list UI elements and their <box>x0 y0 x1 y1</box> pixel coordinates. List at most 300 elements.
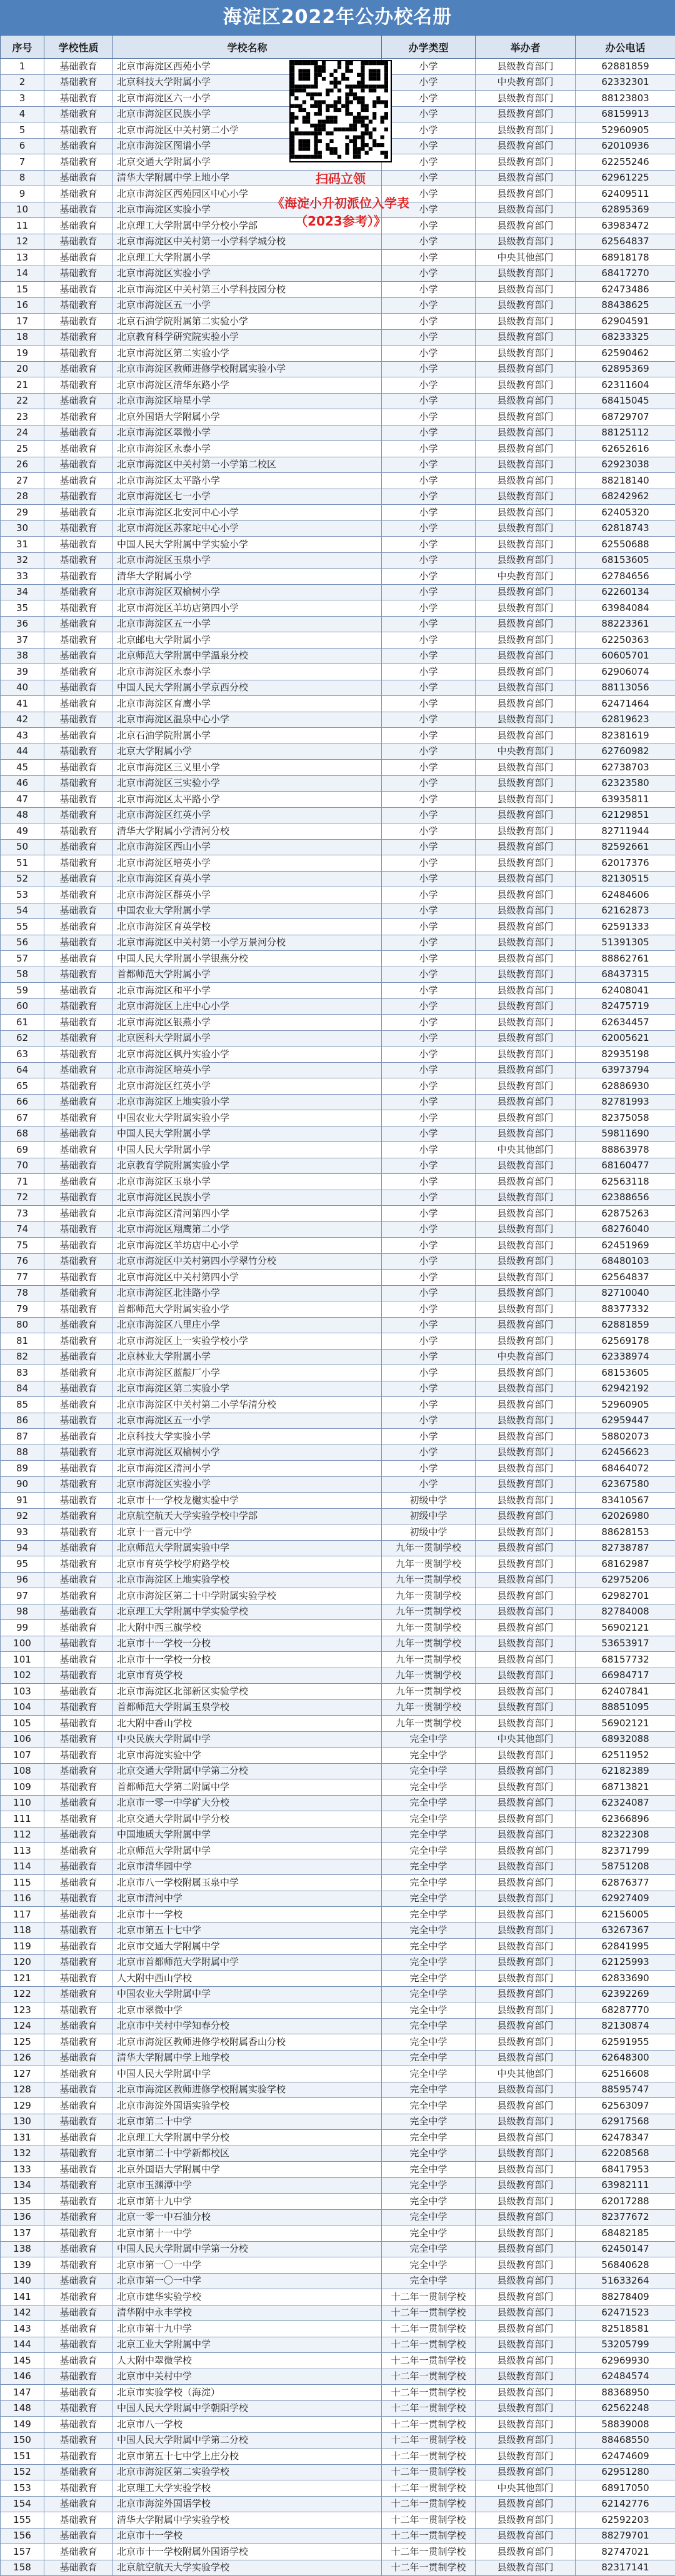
row-no: 2 <box>1 74 44 91</box>
row-organizer: 县级教育部门 <box>476 1221 576 1238</box>
row-no: 48 <box>1 807 44 823</box>
row-phone: 68480103 <box>576 1253 675 1270</box>
row-no: 55 <box>1 919 44 935</box>
row-school-name: 北京市八一学校 <box>113 2417 382 2433</box>
row-organizer: 县级教育部门 <box>476 552 576 569</box>
table-row <box>1 2257 675 2274</box>
table-row <box>1 2369 675 2385</box>
table-row <box>1 1030 675 1047</box>
table-row <box>1 1891 675 1907</box>
row-school-type: 小学 <box>382 569 476 585</box>
row-organizer: 县级教育部门 <box>476 218 576 234</box>
row-school-type: 小学 <box>382 1142 476 1158</box>
row-no: 12 <box>1 234 44 250</box>
row-phone: 62881859 <box>576 59 675 75</box>
row-school-name: 北京理工大学附属中学分校 <box>113 2130 382 2146</box>
table-row <box>1 2225 675 2242</box>
row-school-name: 北京市海淀区枫丹实验小学 <box>113 1047 382 1063</box>
row-no: 3 <box>1 91 44 107</box>
row-nature: 基础教育 <box>44 648 113 664</box>
row-no: 133 <box>1 2162 44 2178</box>
row-nature: 基础教育 <box>44 1954 113 1971</box>
row-phone: 88218140 <box>576 473 675 489</box>
table-row <box>1 1971 675 1987</box>
row-organizer: 县级教育部门 <box>476 1397 576 1413</box>
row-nature: 基础教育 <box>44 329 113 346</box>
row-no: 34 <box>1 584 44 600</box>
row-no: 105 <box>1 1716 44 1732</box>
row-school-name: 北京十一晋元中学 <box>113 1524 382 1541</box>
row-school-type: 小学 <box>382 855 476 872</box>
row-school-type: 小学 <box>382 473 476 489</box>
row-nature: 基础教育 <box>44 1986 113 2002</box>
row-phone: 62250363 <box>576 632 675 649</box>
row-organizer: 县级教育部门 <box>476 2194 576 2210</box>
row-school-name: 北京市海淀区八里庄小学 <box>113 1317 382 1333</box>
row-nature: 基础教育 <box>44 1381 113 1397</box>
table-row <box>1 1476 675 1493</box>
row-nature: 基础教育 <box>44 1476 113 1493</box>
table-row <box>1 1142 675 1158</box>
row-school-type: 小学 <box>382 632 476 649</box>
row-school-type: 小学 <box>382 1317 476 1333</box>
row-organizer: 县级教育部门 <box>476 2162 576 2178</box>
row-no: 20 <box>1 361 44 377</box>
row-school-type: 小学 <box>382 409 476 425</box>
row-organizer: 县级教育部门 <box>476 1795 576 1811</box>
row-nature: 基础教育 <box>44 1508 113 1524</box>
table-row <box>1 1699 675 1716</box>
row-phone: 88223361 <box>576 616 675 632</box>
row-no: 22 <box>1 393 44 409</box>
row-phone: 88438625 <box>576 297 675 314</box>
row-nature: 基础教育 <box>44 489 113 505</box>
row-organizer: 县级教育部门 <box>476 1238 576 1254</box>
row-school-name: 北京市海淀区太平路小学 <box>113 473 382 489</box>
row-school-name: 北京航空航天大学实验学校中学部 <box>113 1508 382 1524</box>
row-organizer: 县级教育部门 <box>476 696 576 712</box>
row-organizer: 县级教育部门 <box>476 409 576 425</box>
row-school-type: 完全中学 <box>382 1763 476 1779</box>
row-organizer: 县级教育部门 <box>476 1524 576 1541</box>
row-no: 28 <box>1 489 44 505</box>
row-no: 18 <box>1 329 44 346</box>
table-row <box>1 457 675 473</box>
row-school-type: 小学 <box>382 1349 476 1365</box>
row-school-type: 完全中学 <box>382 2241 476 2257</box>
row-nature: 基础教育 <box>44 154 113 171</box>
row-school-name: 北京市海淀区第二实验小学 <box>113 346 382 362</box>
row-nature: 基础教育 <box>44 696 113 712</box>
row-nature: 基础教育 <box>44 1317 113 1333</box>
table-row <box>1 2098 675 2114</box>
row-phone: 68417953 <box>576 2162 675 2178</box>
school-table <box>0 35 675 2576</box>
row-no: 95 <box>1 1556 44 1573</box>
table-row <box>1 2209 675 2225</box>
row-organizer: 县级教育部门 <box>476 1190 576 1206</box>
row-school-name: 北京邮电大学附属小学 <box>113 632 382 649</box>
row-school-type: 完全中学 <box>382 2114 476 2130</box>
row-nature: 基础教育 <box>44 297 113 314</box>
table-row <box>1 1015 675 1031</box>
row-phone: 62951280 <box>576 2464 675 2480</box>
row-phone: 88278409 <box>576 2289 675 2305</box>
row-school-name: 北京市海淀区培英小学 <box>113 1062 382 1078</box>
row-organizer: 县级教育部门 <box>476 1047 576 1063</box>
row-school-name: 人大附中西山学校 <box>113 1971 382 1987</box>
table-row <box>1 1206 675 1222</box>
row-school-name: 北京市海淀区五一小学 <box>113 297 382 314</box>
row-no: 129 <box>1 2098 44 2114</box>
row-nature: 基础教育 <box>44 552 113 569</box>
row-school-type: 小学 <box>382 648 476 664</box>
row-phone: 68287770 <box>576 2002 675 2019</box>
table-row <box>1 983 675 999</box>
row-phone: 62129851 <box>576 807 675 823</box>
row-school-name: 北京市海淀区中关村第一小学万景河分校 <box>113 935 382 951</box>
table-row <box>1 871 675 887</box>
row-organizer: 县级教育部门 <box>476 855 576 872</box>
table-row <box>1 2337 675 2353</box>
row-nature: 基础教育 <box>44 170 113 186</box>
row-phone: 88863978 <box>576 1142 675 1158</box>
row-school-name: 中国人民大学附属小学京西分校 <box>113 680 382 696</box>
table-row <box>1 998 675 1015</box>
row-school-type: 九年一贯制学校 <box>382 1699 476 1716</box>
row-school-type: 完全中学 <box>382 1859 476 1875</box>
row-nature: 基础教育 <box>44 1731 113 1748</box>
row-organizer: 县级教育部门 <box>476 792 576 808</box>
row-no: 11 <box>1 218 44 234</box>
row-school-type: 十二年一贯制学校 <box>382 2369 476 2385</box>
row-no: 81 <box>1 1333 44 1350</box>
row-school-type: 小学 <box>382 1397 476 1413</box>
row-school-name: 北京市第一〇一中学 <box>113 2273 382 2289</box>
row-phone: 88125112 <box>576 425 675 441</box>
row-nature: 基础教育 <box>44 1604 113 1620</box>
row-school-type: 小学 <box>382 1301 476 1318</box>
row-organizer: 县级教育部门 <box>476 2177 576 2194</box>
row-school-type: 小学 <box>382 616 476 632</box>
row-no: 10 <box>1 202 44 218</box>
table-row <box>1 1461 675 1477</box>
row-no: 106 <box>1 1731 44 1748</box>
row-organizer: 县级教育部门 <box>476 1620 576 1636</box>
row-school-type: 小学 <box>382 807 476 823</box>
row-school-name: 北京交通大学附属中学分校 <box>113 1811 382 1828</box>
row-nature: 基础教育 <box>44 457 113 473</box>
row-no: 85 <box>1 1397 44 1413</box>
row-no: 124 <box>1 2018 44 2034</box>
row-nature: 基础教育 <box>44 584 113 600</box>
row-school-type: 小学 <box>382 775 476 792</box>
row-school-name: 北京市十一学校 <box>113 1907 382 1923</box>
row-school-name: 北京交通大学附属中学第二分校 <box>113 1763 382 1779</box>
row-school-type: 小学 <box>382 712 476 728</box>
row-nature: 基础教育 <box>44 1875 113 1891</box>
row-phone: 62841995 <box>576 1939 675 1955</box>
row-school-name: 北京市海淀区西山小学 <box>113 839 382 855</box>
row-nature: 基础教育 <box>44 2098 113 2114</box>
row-nature: 基础教育 <box>44 1030 113 1047</box>
row-nature: 基础教育 <box>44 1636 113 1652</box>
row-school-name: 北京市海淀区上一实验学校小学 <box>113 1333 382 1350</box>
row-nature: 基础教育 <box>44 919 113 935</box>
row-phone: 62818743 <box>576 520 675 537</box>
table-row <box>1 2496 675 2512</box>
row-nature: 基础教育 <box>44 1827 113 1843</box>
row-no: 139 <box>1 2257 44 2274</box>
row-organizer: 县级教育部门 <box>476 2098 576 2114</box>
table-row <box>1 600 675 617</box>
row-school-type: 完全中学 <box>382 2002 476 2019</box>
row-phone: 82322308 <box>576 1827 675 1843</box>
row-nature: 基础教育 <box>44 346 113 362</box>
row-no: 147 <box>1 2385 44 2401</box>
row-phone: 82935198 <box>576 1047 675 1063</box>
table-row <box>1 855 675 872</box>
row-no: 43 <box>1 728 44 744</box>
row-phone: 82130515 <box>576 871 675 887</box>
row-phone: 62182389 <box>576 1763 675 1779</box>
table-row <box>1 377 675 394</box>
row-organizer: 县级教育部门 <box>476 1174 576 1190</box>
row-school-type: 小学 <box>382 537 476 553</box>
row-school-name: 北京市海淀区蓝靛厂小学 <box>113 1365 382 1381</box>
row-nature: 基础教育 <box>44 91 113 107</box>
row-school-name: 北京市海淀区清河第四小学 <box>113 1206 382 1222</box>
row-organizer: 县级教育部门 <box>476 1684 576 1700</box>
row-no: 32 <box>1 552 44 569</box>
row-school-type: 小学 <box>382 1461 476 1477</box>
row-nature: 基础教育 <box>44 2034 113 2051</box>
row-phone: 82317141 <box>576 2560 675 2576</box>
row-nature: 基础教育 <box>44 1620 113 1636</box>
table-row <box>1 1652 675 1668</box>
row-phone: 63983472 <box>576 218 675 234</box>
row-organizer: 县级教育部门 <box>476 441 576 457</box>
row-school-name: 北京市一零一中学矿大分校 <box>113 1795 382 1811</box>
row-no: 50 <box>1 839 44 855</box>
row-school-type: 九年一贯制学校 <box>382 1684 476 1700</box>
row-phone: 68437315 <box>576 967 675 983</box>
row-organizer: 县级教育部门 <box>476 122 576 139</box>
row-nature: 基础教育 <box>44 2002 113 2019</box>
row-school-type: 九年一贯制学校 <box>382 1620 476 1636</box>
row-school-name: 北京市海淀区苏家坨中心小学 <box>113 520 382 537</box>
table-row <box>1 1190 675 1206</box>
row-school-type: 小学 <box>382 106 476 122</box>
row-phone: 62590462 <box>576 346 675 362</box>
row-school-type: 小学 <box>382 1062 476 1078</box>
row-phone: 68415045 <box>576 393 675 409</box>
table-row <box>1 1270 675 1286</box>
row-school-type: 小学 <box>382 1285 476 1301</box>
table-row <box>1 680 675 696</box>
row-organizer: 县级教育部门 <box>476 935 576 951</box>
row-school-name: 中国人民大学附属中学第一分校 <box>113 2241 382 2257</box>
row-no: 36 <box>1 616 44 632</box>
row-school-type: 小学 <box>382 903 476 919</box>
row-no: 7 <box>1 154 44 171</box>
row-school-type: 小学 <box>382 1030 476 1047</box>
row-phone: 62407841 <box>576 1684 675 1700</box>
table-row <box>1 361 675 377</box>
row-school-type: 完全中学 <box>382 2082 476 2098</box>
row-school-name: 北京市第十一中学 <box>113 2225 382 2242</box>
row-school-name: 北京市中关村中学 <box>113 2369 382 2385</box>
row-phone: 62324087 <box>576 1795 675 1811</box>
qr-code-icon[interactable] <box>289 60 392 162</box>
row-organizer: 县级教育部门 <box>476 1365 576 1381</box>
table-row <box>1 1365 675 1381</box>
row-school-type: 十二年一贯制学校 <box>382 2464 476 2480</box>
row-phone: 62904591 <box>576 314 675 330</box>
row-phone: 62473486 <box>576 282 675 298</box>
row-nature: 基础教育 <box>44 1891 113 1907</box>
row-phone: 62927409 <box>576 1891 675 1907</box>
row-no: 40 <box>1 680 44 696</box>
row-school-type: 完全中学 <box>382 2162 476 2178</box>
row-organizer: 县级教育部门 <box>476 1907 576 1923</box>
row-school-type: 十二年一贯制学校 <box>382 2353 476 2369</box>
row-school-type: 完全中学 <box>382 1891 476 1907</box>
row-phone: 62895369 <box>576 202 675 218</box>
row-nature: 基础教育 <box>44 1270 113 1286</box>
row-nature: 基础教育 <box>44 839 113 855</box>
row-phone: 63267367 <box>576 1922 675 1939</box>
row-nature: 基础教育 <box>44 1699 113 1716</box>
row-school-name: 北京市海淀区西苑园区中心小学 <box>113 186 382 202</box>
row-phone: 82738787 <box>576 1540 675 1556</box>
row-school-name: 北京市海淀区北洼路小学 <box>113 1285 382 1301</box>
table-row <box>1 297 675 314</box>
table-row <box>1 887 675 903</box>
row-organizer: 县级教育部门 <box>476 1158 576 1174</box>
table-row <box>1 760 675 776</box>
row-no: 100 <box>1 1636 44 1652</box>
row-school-name: 北京市十一学校一分校 <box>113 1652 382 1668</box>
row-school-type: 十二年一贯制学校 <box>382 2480 476 2497</box>
row-phone: 82130874 <box>576 2018 675 2034</box>
row-school-name: 北京市海淀区五一小学 <box>113 1413 382 1429</box>
row-no: 114 <box>1 1859 44 1875</box>
promo-scan-text: 扫码立领 <box>266 169 416 187</box>
row-phone: 62255246 <box>576 154 675 171</box>
row-no: 57 <box>1 951 44 967</box>
row-nature: 基础教育 <box>44 1015 113 1031</box>
row-school-name: 北京市十一学校一分校 <box>113 1636 382 1652</box>
row-no: 108 <box>1 1763 44 1779</box>
row-nature: 基础教育 <box>44 234 113 250</box>
row-school-type: 完全中学 <box>382 2050 476 2066</box>
row-school-name: 北京理工大学实验学校 <box>113 2480 382 2497</box>
row-school-type: 九年一贯制学校 <box>382 1652 476 1668</box>
row-school-name: 北京市交通大学附属中学 <box>113 1939 382 1955</box>
row-no: 79 <box>1 1301 44 1318</box>
row-school-type: 小学 <box>382 1333 476 1350</box>
row-school-name: 北京科技大学附属小学 <box>113 74 382 91</box>
table-row <box>1 919 675 935</box>
row-organizer: 县级教育部门 <box>476 1333 576 1350</box>
row-phone: 62563118 <box>576 1174 675 1190</box>
row-school-type: 小学 <box>382 1270 476 1286</box>
row-school-type: 小学 <box>382 282 476 298</box>
row-organizer: 县级教育部门 <box>476 2464 576 2480</box>
row-organizer: 县级教育部门 <box>476 346 576 362</box>
row-school-type: 完全中学 <box>382 1986 476 2002</box>
row-organizer: 县级教育部门 <box>476 967 576 983</box>
row-no: 88 <box>1 1445 44 1461</box>
row-no: 71 <box>1 1174 44 1190</box>
promo-link-text[interactable]: 《海淀小升初派位入学表（2023参考）》 <box>266 193 416 229</box>
row-phone: 62409511 <box>576 186 675 202</box>
table-row <box>1 2449 675 2465</box>
row-school-type: 九年一贯制学校 <box>382 1604 476 1620</box>
table-row <box>1 775 675 792</box>
row-school-name: 北京外国语大学附属小学 <box>113 409 382 425</box>
row-organizer: 县级教育部门 <box>476 1763 576 1779</box>
row-phone: 60605701 <box>576 648 675 664</box>
table-row <box>1 2544 675 2560</box>
row-no: 41 <box>1 696 44 712</box>
row-no: 49 <box>1 823 44 840</box>
row-organizer: 县级教育部门 <box>476 616 576 632</box>
row-organizer: 县级教育部门 <box>476 2114 576 2130</box>
table-row <box>1 441 675 457</box>
row-no: 76 <box>1 1253 44 1270</box>
row-school-type: 十二年一贯制学校 <box>382 2337 476 2353</box>
row-no: 134 <box>1 2177 44 2194</box>
page-title: 海淀区2022年公办校名册 <box>0 0 675 35</box>
row-nature: 基础教育 <box>44 59 113 75</box>
row-organizer: 县级教育部门 <box>476 1493 576 1509</box>
row-organizer: 县级教育部门 <box>476 2289 576 2305</box>
row-school-name: 中国地质大学附属中学 <box>113 1827 382 1843</box>
row-organizer: 县级教育部门 <box>476 2528 576 2544</box>
row-no: 5 <box>1 122 44 139</box>
row-nature: 基础教育 <box>44 2400 113 2417</box>
row-phone: 68233325 <box>576 329 675 346</box>
row-no: 143 <box>1 2321 44 2337</box>
row-school-type: 小学 <box>382 186 476 202</box>
row-school-name: 北京市十一学校附属外国语学校 <box>113 2544 382 2560</box>
row-school-type: 完全中学 <box>382 1811 476 1828</box>
row-school-type: 小学 <box>382 1476 476 1493</box>
table-row <box>1 346 675 362</box>
row-organizer: 县级教育部门 <box>476 1636 576 1652</box>
row-nature: 基础教育 <box>44 2130 113 2146</box>
row-school-type: 小学 <box>382 743 476 760</box>
row-no: 39 <box>1 664 44 680</box>
row-no: 140 <box>1 2273 44 2289</box>
row-school-type: 小学 <box>382 1206 476 1222</box>
row-phone: 62311604 <box>576 377 675 394</box>
row-school-type: 小学 <box>382 823 476 840</box>
row-phone: 62471523 <box>576 2305 675 2321</box>
row-nature: 基础教育 <box>44 887 113 903</box>
row-no: 144 <box>1 2337 44 2353</box>
row-phone: 62969930 <box>576 2353 675 2369</box>
row-phone: 62142776 <box>576 2496 675 2512</box>
row-school-type: 小学 <box>382 887 476 903</box>
row-school-name: 北京市实验学校（海淀） <box>113 2385 382 2401</box>
row-school-type: 小学 <box>382 314 476 330</box>
row-organizer: 县级教育部门 <box>476 314 576 330</box>
row-nature: 基础教育 <box>44 266 113 282</box>
row-school-type: 小学 <box>382 234 476 250</box>
